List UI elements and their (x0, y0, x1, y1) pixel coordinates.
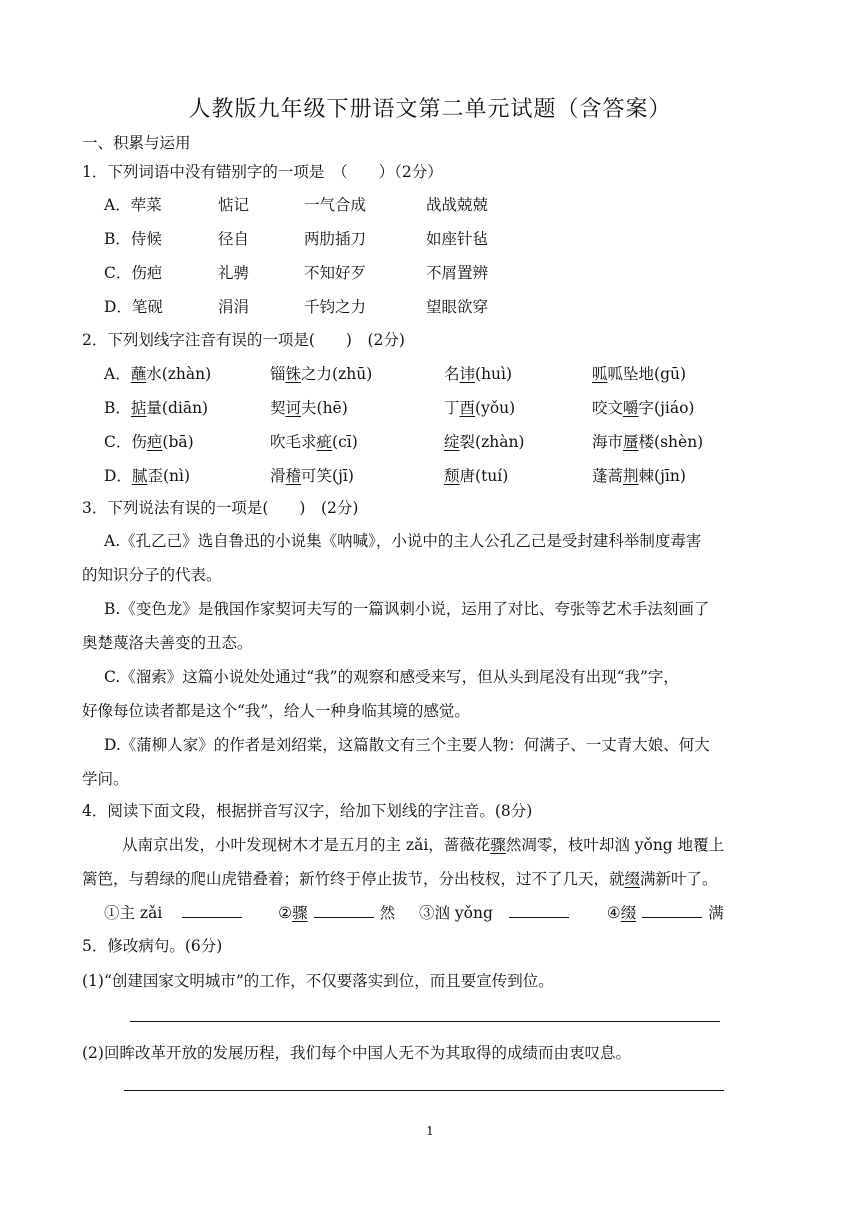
q1-option-3-0: D．笔砚 (104, 298, 163, 316)
q2-option-1-0: B．掂量(diān) (104, 399, 209, 417)
question-4-passage-line-1: 从南京出发，小叶发现树木才是五月的主 zǎi，蔷薇花骤然凋零，枝叶却汹 yǒng 地覆上 (122, 836, 725, 854)
underlined-char: 疵 (316, 433, 333, 451)
q2-option-2-2: 绽裂(zhàn) (444, 433, 525, 451)
q1-option-1-0: B．侍候 (104, 230, 162, 248)
q3-line-5: 好像每位读者都是这个“我”，给人一种身临其境的感觉。 (82, 702, 470, 720)
q2-option-3-0: D．腻歪(nì) (104, 467, 190, 485)
q1-option-0-3: 战战兢兢 (426, 196, 489, 214)
q2-option-3-1: 滑稽可笑(jī) (270, 467, 354, 485)
underlined-char: 骤 (490, 836, 506, 854)
q1-option-0-1: 惦记 (218, 196, 250, 214)
q2-option-2-0: C．伤疤(bā) (104, 433, 194, 451)
q2-option-2-1: 吹毛求疵(cī) (270, 433, 358, 451)
underlined-char: 腻 (131, 467, 148, 485)
underlined-char: 蘸 (130, 365, 147, 383)
answer-3-blank[interactable] (509, 903, 569, 918)
q1-option-3-3: 望眼欲穿 (426, 298, 489, 316)
q1-option-1-2: 两肋插刀 (304, 230, 367, 248)
question-4-passage-line-2: 篱笆，与碧绿的爬山虎错叠着；新竹终于停止拔节，分出枝杈，过不了几天，就缀满新叶了。 (82, 870, 718, 888)
q3-line-7: 学问。 (82, 770, 129, 788)
answer-4-blank[interactable] (642, 903, 702, 918)
q3-line-6: D.《蒲柳人家》的作者是刘绍棠，这篇散文有三个主要人物：何满子、一丈青大娘、何大 (104, 736, 710, 754)
underlined-char: 疤 (146, 433, 163, 451)
question-5-sentence-2: (2)回眸改革开放的发展历程，我们每个中国人无不为其取得的成绩而由衷叹息。 (82, 1044, 631, 1062)
question-4-answers: ①主 zǎi ②骤 然 ③汹 yǒng ④缀 满 (104, 904, 724, 922)
answer-1-label: ①主 zǎi (104, 904, 163, 922)
q3-line-2: B.《变色龙》是俄国作家契诃夫写的一篇讽刺小说，运用了对比、夸张等艺术手法刻画了 (104, 600, 710, 618)
q1-option-2-3: 不屑置辨 (426, 264, 489, 282)
q2-option-1-2: 丁酉(yǒu) (444, 399, 516, 417)
q3-line-0: A.《孔乙己》选自鲁迅的小说集《呐喊》，小说中的主人公孔乙己是受封建科举制度毒害 (104, 532, 702, 550)
q1-option-1-1: 径自 (218, 230, 250, 248)
underlined-char: 缀 (624, 870, 641, 888)
q3-line-1: 的知识分子的代表。 (82, 566, 222, 584)
answer-2-blank[interactable] (314, 903, 374, 918)
underlined-char: 绽 (444, 433, 460, 451)
answer-4-label: ④缀 (606, 904, 637, 922)
answer-3-label: ③汹 yǒng (418, 904, 493, 922)
q3-line-3: 奥楚蔑洛夫善变的丑态。 (82, 634, 253, 652)
q1-option-3-2: 千钧之力 (304, 298, 367, 316)
page-title: 人教版九年级下册语文第二单元试题（含答案） (188, 97, 672, 122)
question-2-stem: 2．下列划线字注音有误的一项是( ) (2分) (82, 331, 405, 349)
q1-option-2-0: C．伤疤 (104, 264, 163, 282)
question-5-sentence-1: (1)“创建国家文明城市”的工作，不仅要落实到位，而且要宣传到位。 (82, 972, 554, 990)
answer-1-blank[interactable] (182, 903, 242, 918)
q1-option-0-0: A．荦菜 (104, 196, 162, 214)
question-3-stem: 3．下列说法有误的一项是( ) (2分) (82, 499, 359, 517)
answer-line-1[interactable] (130, 1021, 720, 1022)
q1-option-1-3: 如座针毡 (426, 230, 489, 248)
q2-option-0-1: 锱铢之力(zhū) (270, 365, 373, 383)
underlined-char: 荆 (623, 467, 639, 485)
answer-2-label: ②骤 (278, 904, 308, 922)
q1-option-3-1: 涓涓 (218, 298, 250, 316)
q2-option-1-3: 咬文嚼字(jiáo) (592, 399, 695, 417)
q3-line-4: C.《溜索》这篇小说处处通过“我”的观察和感受来写，但从头到尾没有出现“我”字， (104, 668, 679, 686)
underlined-char: 呱 (592, 365, 608, 383)
q1-option-0-2: 一气合成 (304, 196, 367, 214)
underlined-char: 掂 (130, 399, 147, 417)
underlined-char: 嚼 (623, 399, 639, 417)
section-heading: 一、积累与运用 (82, 134, 191, 152)
question-4-stem: 4．阅读下面文段，根据拼音写汉字，给加下划线的字注音。(8分) (82, 802, 533, 820)
q2-option-0-2: 名讳(huì) (444, 365, 513, 383)
underlined-char: 颓 (444, 467, 460, 485)
q2-option-3-3: 蓬蒿荆棘(jīn) (592, 467, 686, 485)
underlined-char: 铢 (285, 365, 302, 383)
underlined-char: 讳 (459, 365, 476, 383)
q2-option-3-2: 颓唐(tuí) (444, 467, 509, 485)
q1-option-2-2: 不知好歹 (304, 264, 367, 282)
question-1-stem: 1．下列词语中没有错别字的一项是 （ ）（2分） (82, 163, 443, 181)
underlined-char: 酉 (459, 399, 476, 417)
underlined-char: 蜃 (623, 433, 639, 451)
q2-option-0-0: A．蘸水(zhàn) (104, 365, 212, 383)
underlined-char: 稽 (285, 467, 302, 485)
q1-option-2-1: 礼骋 (218, 264, 250, 282)
page-number: 1 (426, 1124, 434, 1138)
q2-option-0-3: 呱呱坠地(gū) (592, 365, 687, 383)
q2-option-2-3: 海市蜃楼(shèn) (592, 433, 704, 451)
answer-line-2[interactable] (124, 1090, 724, 1091)
underlined-char: 诃 (285, 399, 302, 417)
q2-option-1-1: 契诃夫(hē) (270, 399, 348, 417)
question-5-stem: 5．修改病句。(6分) (82, 937, 223, 955)
